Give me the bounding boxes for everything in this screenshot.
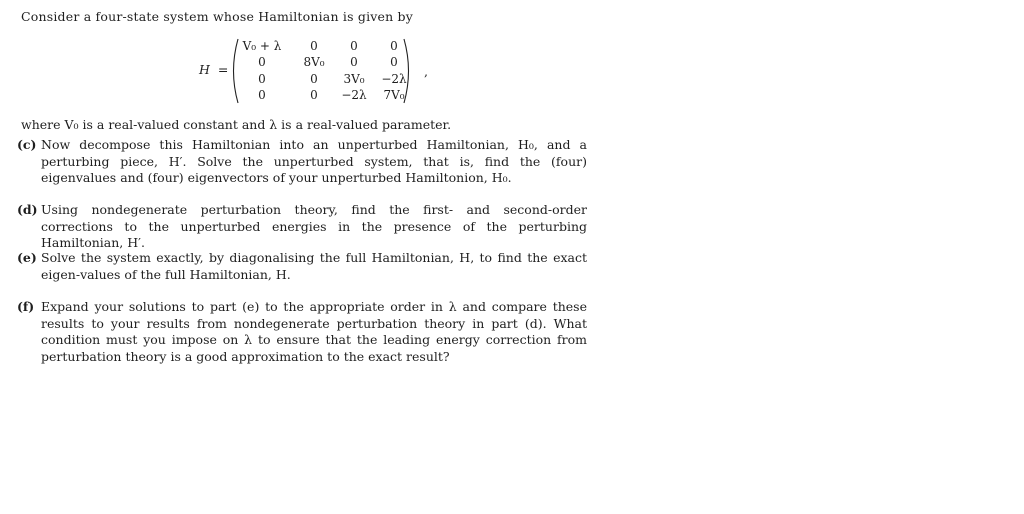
matrix-cell-r1c3: 0 bbox=[350, 39, 358, 53]
part-d-label: (d) bbox=[17, 202, 38, 217]
part-c-text: Now decompose this Hamiltonian into an unperturbed Hamiltonian, H₀, and a perturbing piece, H′. Solve the unperturbed system, that is, find the (four) eigenvalues and (four) eigenvectors of your unperturbed Hamiltonion, H₀. bbox=[41, 137, 587, 185]
matrix-cell-r2c3: 0 bbox=[350, 55, 358, 69]
part-e bbox=[17, 250, 587, 283]
matrix-cell-r1c1: V₀ + λ bbox=[242, 39, 282, 53]
matrix-cell-r4c2: 0 bbox=[310, 88, 318, 102]
matrix-cell-r4c3: −2λ bbox=[341, 88, 367, 102]
matrix-cell-r3c2: 0 bbox=[310, 72, 318, 86]
hamiltonian-label bbox=[199, 62, 228, 77]
matrix-cell-r2c4: 0 bbox=[390, 55, 398, 69]
matrix-cell-r2c1: 0 bbox=[258, 55, 266, 69]
matrix-cell-r3c3: 3V₀ bbox=[343, 72, 365, 86]
part-d bbox=[17, 202, 587, 252]
intro-text: Consider a four-state system whose Hamiltonian is given by bbox=[21, 9, 414, 24]
part-f-text: Expand your solutions to part (e) to the appropriate order in λ and compare these results to your results from nondegenerate perturbation theory in part (d). What condition must you impose on λ to ensure that the leading energy correction from perturbation theory is a good approximation to the exact result? bbox=[41, 299, 587, 364]
equals-sign: = bbox=[217, 62, 229, 77]
equation-comma: , bbox=[424, 64, 428, 79]
part-f bbox=[17, 299, 587, 365]
part-f-label: (f) bbox=[17, 299, 35, 314]
where-text: where V₀ is a real-valued constant and λ is a real-valued parameter. bbox=[21, 117, 452, 132]
matrix-cell-r4c4: 7V₀ bbox=[383, 88, 405, 102]
hamiltonian-matrix bbox=[228, 38, 414, 104]
matrix-cell-r3c1: 0 bbox=[258, 72, 266, 86]
part-c bbox=[17, 137, 587, 187]
left-parenthesis bbox=[228, 38, 240, 104]
matrix-cell-r1c4: 0 bbox=[390, 39, 398, 53]
hamiltonian-symbol: H bbox=[199, 62, 210, 77]
matrix-cell-r4c1: 0 bbox=[258, 88, 266, 102]
matrix-cell-r1c2: 0 bbox=[310, 39, 318, 53]
part-c-label: (c) bbox=[17, 137, 37, 152]
part-e-label: (e) bbox=[17, 250, 37, 265]
right-parenthesis bbox=[402, 38, 414, 104]
part-e-text: Solve the system exactly, by diagonalising the full Hamiltonian, H, to find the exact eigen-values of the full Hamiltonian, H. bbox=[41, 250, 587, 282]
matrix-cell-r3c4: −2λ bbox=[381, 72, 407, 86]
part-d-text: Using nondegenerate perturbation theory, find the first- and second-order corrections to the unperturbed energies in the presence of the perturbing Hamiltonian, H′. bbox=[41, 202, 587, 250]
matrix-cell-r2c2: 8V₀ bbox=[303, 55, 325, 69]
